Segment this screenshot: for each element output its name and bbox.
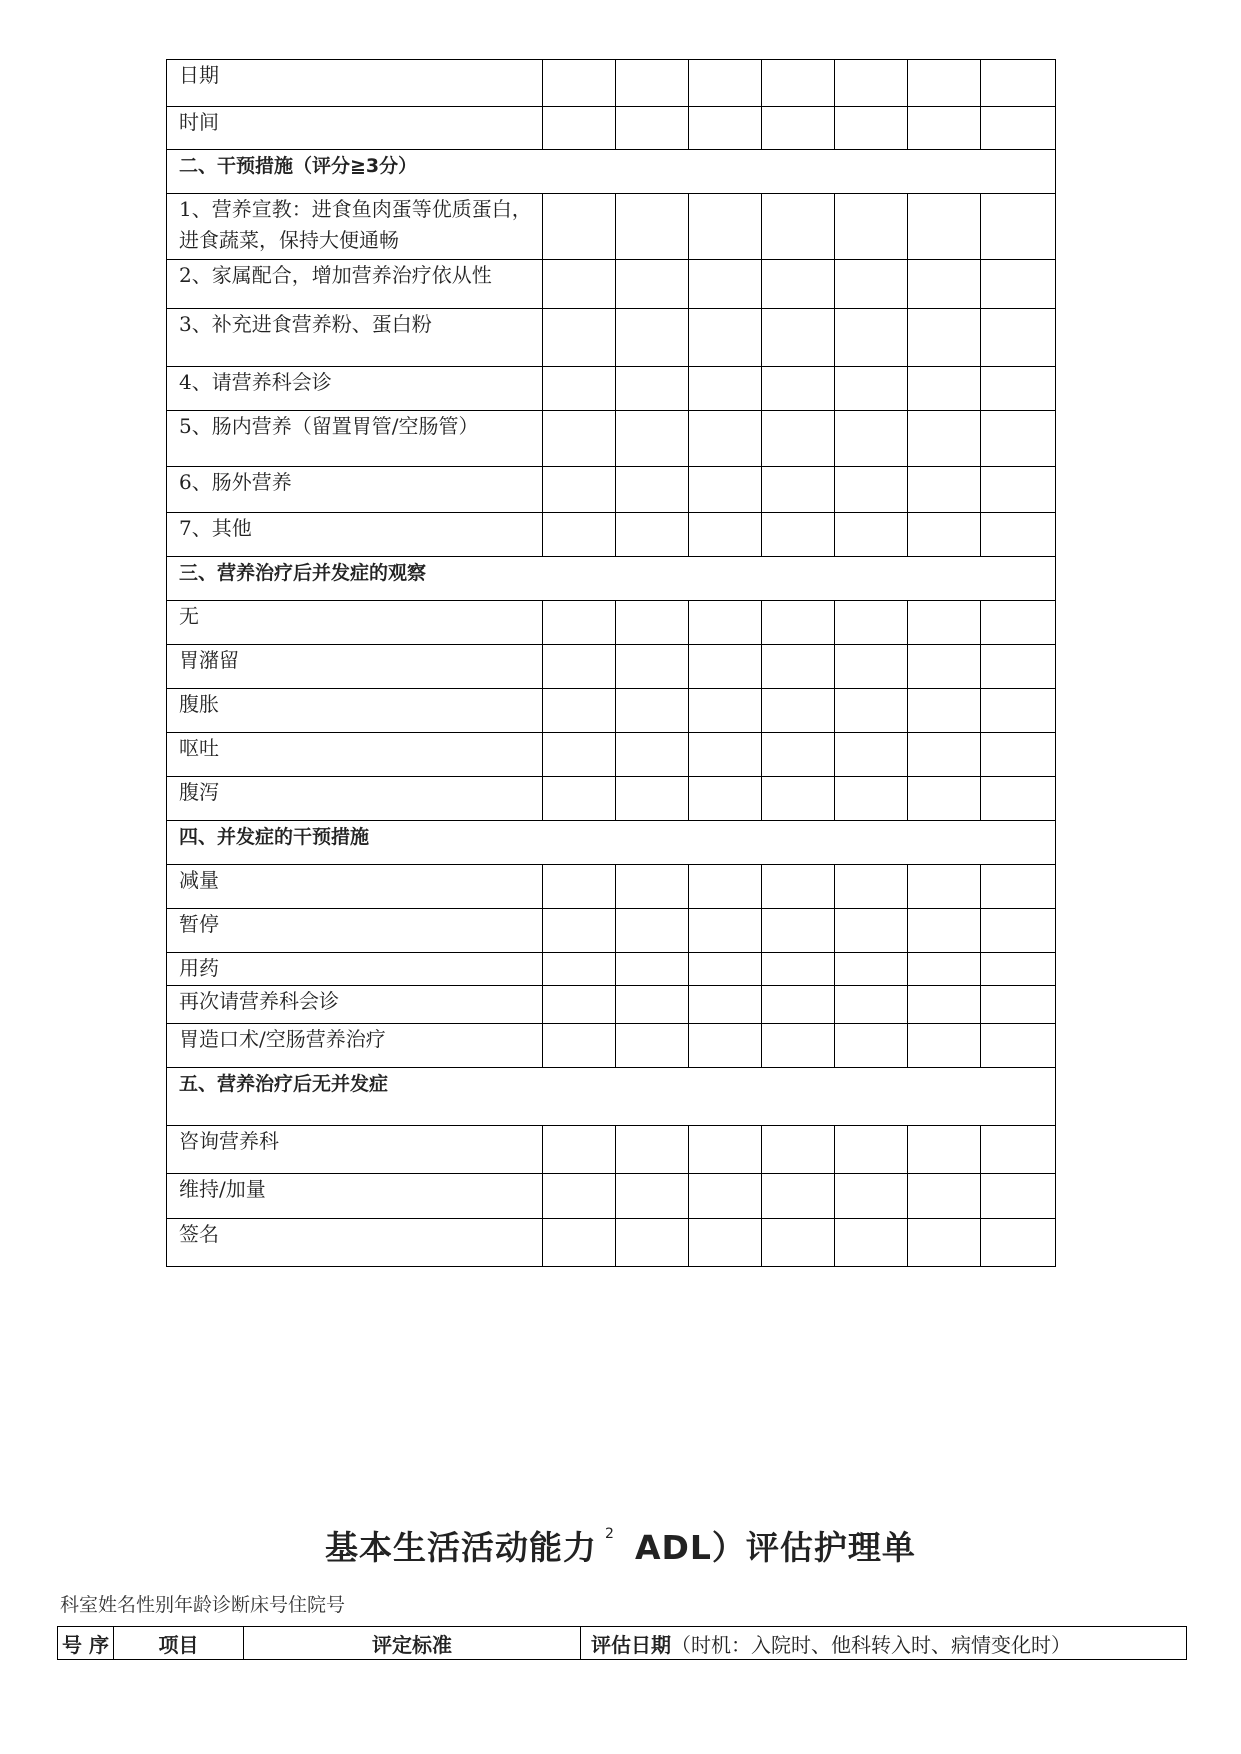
form-row: [167, 601, 1056, 645]
entry-cell[interactable]: [543, 909, 616, 953]
entry-cell[interactable]: [908, 1174, 981, 1219]
entry-cell[interactable]: [981, 777, 1056, 821]
entry-cell[interactable]: [908, 733, 981, 777]
header-standard: 评定标准: [244, 1627, 581, 1660]
row-label: 腹泻: [167, 777, 543, 821]
entry-cell[interactable]: [616, 777, 689, 821]
entry-cell[interactable]: [616, 467, 689, 513]
entry-cell[interactable]: [835, 986, 908, 1024]
row-label: 呕吐: [167, 733, 543, 777]
entry-cell[interactable]: [616, 309, 689, 367]
adl-title-part1: 基本生活活动能力: [325, 1528, 598, 1567]
header-item: 项目: [114, 1627, 244, 1660]
entry-cell[interactable]: [689, 986, 762, 1024]
entry-cell[interactable]: [543, 1219, 616, 1267]
entry-cell[interactable]: [543, 467, 616, 513]
header-date-label: 评估日期: [591, 1632, 671, 1657]
entry-cell[interactable]: [543, 953, 616, 986]
entry-cell[interactable]: [616, 107, 689, 150]
adl-header-row: [58, 1627, 1187, 1660]
entry-cell[interactable]: [616, 733, 689, 777]
entry-cell[interactable]: [762, 260, 835, 309]
entry-cell[interactable]: [762, 1024, 835, 1068]
entry-cell[interactable]: [543, 1126, 616, 1174]
entry-cell[interactable]: [835, 107, 908, 150]
entry-cell[interactable]: [835, 60, 908, 107]
entry-cell[interactable]: [981, 260, 1056, 309]
row-label: 无: [167, 601, 543, 645]
entry-cell[interactable]: [908, 909, 981, 953]
entry-cell[interactable]: [616, 1174, 689, 1219]
entry-cell[interactable]: [908, 777, 981, 821]
entry-cell[interactable]: [762, 865, 835, 909]
entry-cell[interactable]: [908, 1219, 981, 1267]
entry-cell[interactable]: [762, 513, 835, 557]
form-row: [167, 986, 1056, 1024]
entry-cell[interactable]: [762, 367, 835, 411]
entry-cell[interactable]: [981, 1024, 1056, 1068]
entry-cell[interactable]: [762, 953, 835, 986]
entry-cell[interactable]: [908, 309, 981, 367]
form-row: [167, 777, 1056, 821]
entry-cell[interactable]: [835, 1174, 908, 1219]
entry-cell[interactable]: [835, 777, 908, 821]
row-label: 4、请营养科会诊: [167, 367, 543, 411]
entry-cell[interactable]: [762, 1174, 835, 1219]
entry-cell[interactable]: [762, 107, 835, 150]
entry-cell[interactable]: [616, 953, 689, 986]
entry-cell[interactable]: [543, 107, 616, 150]
entry-cell[interactable]: [616, 645, 689, 689]
row-label: 7、其他: [167, 513, 543, 557]
row-label: 6、肠外营养: [167, 467, 543, 513]
entry-cell[interactable]: [543, 194, 616, 260]
entry-cell[interactable]: [908, 513, 981, 557]
entry-cell[interactable]: [981, 60, 1056, 107]
entry-cell[interactable]: [689, 733, 762, 777]
entry-cell[interactable]: [616, 367, 689, 411]
entry-cell[interactable]: [762, 601, 835, 645]
section-heading: 五、营养治疗后无并发症: [167, 1068, 1056, 1126]
entry-cell[interactable]: [689, 1126, 762, 1174]
entry-cell[interactable]: [835, 1219, 908, 1267]
entry-cell[interactable]: [616, 1024, 689, 1068]
row-label: 咨询营养科: [167, 1126, 543, 1174]
entry-cell[interactable]: [689, 60, 762, 107]
entry-cell[interactable]: [981, 909, 1056, 953]
entry-cell[interactable]: [616, 601, 689, 645]
entry-cell[interactable]: [981, 107, 1056, 150]
adl-form-title: [0, 1522, 1241, 1569]
entry-cell[interactable]: [543, 260, 616, 309]
entry-cell[interactable]: [616, 411, 689, 467]
entry-cell[interactable]: [908, 1024, 981, 1068]
section-heading: 三、营养治疗后并发症的观察: [167, 557, 1056, 601]
entry-cell[interactable]: [981, 733, 1056, 777]
row-label: 维持/加量: [167, 1174, 543, 1219]
entry-cell[interactable]: [689, 309, 762, 367]
entry-cell[interactable]: [908, 60, 981, 107]
entry-cell[interactable]: [981, 1126, 1056, 1174]
entry-cell[interactable]: [689, 260, 762, 309]
entry-cell[interactable]: [981, 986, 1056, 1024]
entry-cell[interactable]: [981, 865, 1056, 909]
section-heading: 四、并发症的干预措施: [167, 821, 1056, 865]
form-row: [167, 513, 1056, 557]
entry-cell[interactable]: [835, 601, 908, 645]
row-label: 3、补充进食营养粉、蛋白粉: [167, 309, 543, 367]
form-row: [167, 645, 1056, 689]
entry-cell[interactable]: [762, 986, 835, 1024]
entry-cell[interactable]: [835, 309, 908, 367]
entry-cell[interactable]: [689, 194, 762, 260]
form-row: [167, 194, 1056, 260]
row-label: 时间: [167, 107, 543, 150]
entry-cell[interactable]: [762, 60, 835, 107]
entry-cell[interactable]: [981, 953, 1056, 986]
entry-cell[interactable]: [543, 1174, 616, 1219]
form-row: [167, 411, 1056, 467]
entry-cell[interactable]: [835, 260, 908, 309]
entry-cell[interactable]: [762, 309, 835, 367]
entry-cell[interactable]: [908, 260, 981, 309]
entry-cell[interactable]: [835, 411, 908, 467]
entry-cell[interactable]: [543, 367, 616, 411]
entry-cell[interactable]: [835, 689, 908, 733]
entry-cell[interactable]: [616, 260, 689, 309]
entry-cell[interactable]: [762, 1219, 835, 1267]
entry-cell[interactable]: [908, 411, 981, 467]
entry-cell[interactable]: [616, 513, 689, 557]
entry-cell[interactable]: [981, 645, 1056, 689]
entry-cell[interactable]: [689, 601, 762, 645]
entry-cell[interactable]: [689, 1174, 762, 1219]
entry-cell[interactable]: [689, 107, 762, 150]
form-row: [167, 367, 1056, 411]
row-label: 减量: [167, 865, 543, 909]
entry-cell[interactable]: [616, 194, 689, 260]
form-row: [167, 309, 1056, 367]
entry-cell[interactable]: [908, 986, 981, 1024]
entry-cell[interactable]: [616, 986, 689, 1024]
entry-cell[interactable]: [981, 467, 1056, 513]
entry-cell[interactable]: [835, 194, 908, 260]
row-label: 签名: [167, 1219, 543, 1267]
row-label: 5、肠内营养（留置胃管/空肠管）: [167, 411, 543, 467]
entry-cell[interactable]: [762, 1126, 835, 1174]
entry-cell[interactable]: [762, 689, 835, 733]
entry-cell[interactable]: [543, 986, 616, 1024]
section-row: [167, 1068, 1056, 1126]
patient-info-line: 科室姓名性别年龄诊断床号住院号: [60, 1594, 346, 1616]
row-label: 日期: [167, 60, 543, 107]
entry-cell[interactable]: [835, 467, 908, 513]
entry-cell[interactable]: [908, 1126, 981, 1174]
adl-header-table: [57, 1626, 1187, 1660]
entry-cell[interactable]: [908, 645, 981, 689]
entry-cell[interactable]: [616, 1126, 689, 1174]
entry-cell[interactable]: [689, 909, 762, 953]
header-assessment-date: [581, 1627, 1187, 1660]
entry-cell[interactable]: [835, 953, 908, 986]
entry-cell[interactable]: [616, 909, 689, 953]
entry-cell[interactable]: [543, 1024, 616, 1068]
header-serial-number: 号 序: [58, 1627, 114, 1660]
entry-cell[interactable]: [616, 1219, 689, 1267]
entry-cell[interactable]: [689, 777, 762, 821]
section-row: [167, 557, 1056, 601]
entry-cell[interactable]: [981, 513, 1056, 557]
form-row: [167, 1024, 1056, 1068]
entry-cell[interactable]: [543, 645, 616, 689]
entry-cell[interactable]: [689, 467, 762, 513]
entry-cell[interactable]: [981, 309, 1056, 367]
row-label: 胃造口术/空肠营养治疗: [167, 1024, 543, 1068]
entry-cell[interactable]: [908, 865, 981, 909]
entry-cell[interactable]: [543, 777, 616, 821]
entry-cell[interactable]: [762, 909, 835, 953]
entry-cell[interactable]: [543, 601, 616, 645]
header-date-note: （时机：入院时、他科转入时、病情变化时）: [671, 1632, 1071, 1657]
form-row: [167, 1174, 1056, 1219]
form-row: [167, 260, 1056, 309]
entry-cell[interactable]: [835, 1126, 908, 1174]
section-heading: 二、干预措施（评分≧3分）: [167, 150, 1056, 194]
entry-cell[interactable]: [908, 107, 981, 150]
entry-cell[interactable]: [908, 953, 981, 986]
row-label: 胃潴留: [167, 645, 543, 689]
nutrition-intervention-table: [166, 59, 1056, 1267]
entry-cell[interactable]: [981, 411, 1056, 467]
entry-cell[interactable]: [981, 689, 1056, 733]
entry-cell[interactable]: [762, 194, 835, 260]
form-row: [167, 1126, 1056, 1174]
entry-cell[interactable]: [689, 689, 762, 733]
entry-cell[interactable]: [981, 367, 1056, 411]
entry-cell[interactable]: [762, 645, 835, 689]
entry-cell[interactable]: [543, 865, 616, 909]
entry-cell[interactable]: [616, 689, 689, 733]
entry-cell[interactable]: [981, 601, 1056, 645]
form-row: [167, 1219, 1056, 1267]
entry-cell[interactable]: [543, 689, 616, 733]
entry-cell[interactable]: [616, 865, 689, 909]
adl-title-superscript: 2: [605, 1526, 615, 1542]
entry-cell[interactable]: [762, 733, 835, 777]
row-label: 暂停: [167, 909, 543, 953]
entry-cell[interactable]: [835, 513, 908, 557]
row-label: 1、营养宣教：进食鱼肉蛋等优质蛋白，进食蔬菜，保持大便通畅: [167, 194, 543, 260]
entry-cell[interactable]: [543, 309, 616, 367]
form-row: [167, 865, 1056, 909]
form-row: [167, 60, 1056, 107]
section-row: [167, 150, 1056, 194]
entry-cell[interactable]: [762, 777, 835, 821]
entry-cell[interactable]: [543, 513, 616, 557]
entry-cell[interactable]: [908, 194, 981, 260]
entry-cell[interactable]: [981, 1174, 1056, 1219]
form-row: [167, 107, 1056, 150]
entry-cell[interactable]: [908, 367, 981, 411]
entry-cell[interactable]: [835, 367, 908, 411]
entry-cell[interactable]: [689, 367, 762, 411]
entry-cell[interactable]: [616, 60, 689, 107]
entry-cell[interactable]: [689, 865, 762, 909]
form-row: [167, 953, 1056, 986]
entry-cell[interactable]: [908, 689, 981, 733]
entry-cell[interactable]: [835, 733, 908, 777]
section-row: [167, 821, 1056, 865]
entry-cell[interactable]: [835, 865, 908, 909]
row-label: 2、家属配合，增加营养治疗依从性: [167, 260, 543, 309]
entry-cell[interactable]: [835, 645, 908, 689]
entry-cell[interactable]: [543, 733, 616, 777]
entry-cell[interactable]: [689, 953, 762, 986]
entry-cell[interactable]: [835, 909, 908, 953]
entry-cell[interactable]: [543, 60, 616, 107]
entry-cell[interactable]: [762, 411, 835, 467]
entry-cell[interactable]: [689, 1024, 762, 1068]
form-row: [167, 733, 1056, 777]
entry-cell[interactable]: [689, 411, 762, 467]
row-label: 腹胀: [167, 689, 543, 733]
entry-cell[interactable]: [689, 513, 762, 557]
adl-title-part2: ADL）评估护理单: [634, 1528, 916, 1567]
row-label: 用药: [167, 953, 543, 986]
entry-cell[interactable]: [835, 1024, 908, 1068]
row-label: 再次请营养科会诊: [167, 986, 543, 1024]
entry-cell[interactable]: [981, 194, 1056, 260]
form-row: [167, 909, 1056, 953]
entry-cell[interactable]: [762, 467, 835, 513]
entry-cell[interactable]: [689, 1219, 762, 1267]
form-row: [167, 467, 1056, 513]
entry-cell[interactable]: [543, 411, 616, 467]
entry-cell[interactable]: [908, 601, 981, 645]
entry-cell[interactable]: [689, 645, 762, 689]
form-row: [167, 689, 1056, 733]
entry-cell[interactable]: [908, 467, 981, 513]
entry-cell[interactable]: [981, 1219, 1056, 1267]
